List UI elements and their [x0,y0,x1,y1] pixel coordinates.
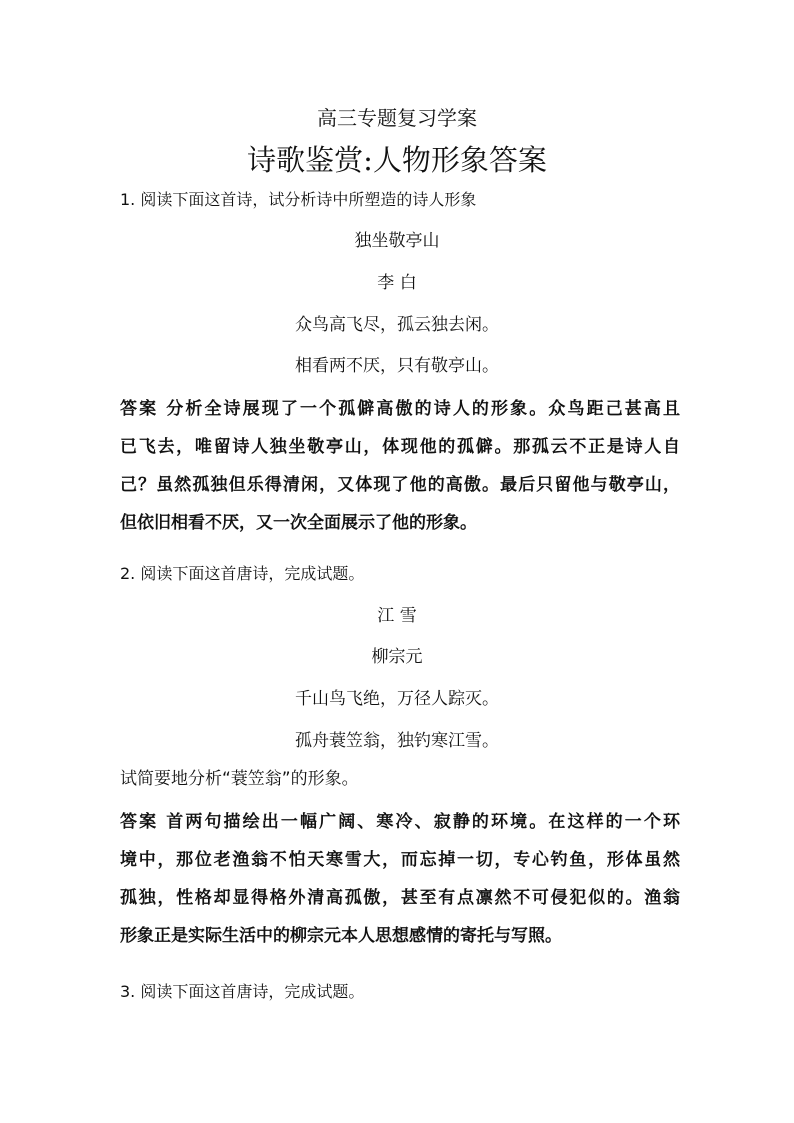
document-title: 诗歌鉴赏:人物形象答案 [247,143,547,177]
poem-2-line-1: 千山鸟飞绝，万径人踪灭。 [295,689,499,709]
answer-2-line-4: 形象正是实际生活中的柳宗元本人思想感情的寄托与写照。 [120,926,562,946]
poem-2-author: 柳宗元 [371,647,423,667]
poem-2-line-2: 孤舟蓑笠翁，独钓寒江雪。 [295,731,499,751]
poem-1-title: 独坐敬亭山 [354,231,440,251]
question-3-prompt: 3. 阅读下面这首唐诗，完成试题。 [120,982,365,1001]
answer-2-line-3: 孤独，性格却显得格外清高孤傲，甚至有点凛然不可侵犯似的。渔翁 [120,888,680,908]
question-2-text: 试简要地分析“蓑笠翁”的形象。 [120,769,359,789]
question-1-prompt: 1. 阅读下面这首诗，试分析诗中所塑造的诗人形象 [120,190,477,209]
answer-1-line-3: 己？虽然孤独但乐得清闲，又体现了他的高傲。最后只留他与敬亭山， [120,475,680,495]
poem-1-line-2: 相看两不厌，只有敬亭山。 [295,356,499,376]
poem-2-title: 江 雪 [377,606,417,626]
answer-1-line-1: 答案 分析全诗展现了一个孤僻高傲的诗人的形象。众鸟距己甚高且 [120,399,680,419]
poem-1-line-1: 众鸟高飞尽，孤云独去闲。 [295,315,499,335]
answer-1-line-4: 但依旧相看不厌，又一次全面展示了他的形象。 [120,513,477,533]
question-2-prompt: 2. 阅读下面这首唐诗，完成试题。 [120,564,365,583]
answer-2 [120,803,680,955]
answer-2-line-1: 答案 首两句描绘出一幅广阔、寒冷、寂静的环境。在这样的一个环 [120,812,680,832]
poem-1-author: 李 白 [377,273,417,293]
document-subtitle: 高三专题复习学案 [317,106,477,130]
answer-1 [120,390,680,542]
answer-1-line-2: 已飞去，唯留诗人独坐敬亭山，体现他的孤僻。那孤云不正是诗人自 [120,437,680,457]
answer-2-line-2: 境中，那位老渔翁不怕天寒雪大，而忘掉一切，专心钓鱼，形体虽然 [120,850,680,870]
